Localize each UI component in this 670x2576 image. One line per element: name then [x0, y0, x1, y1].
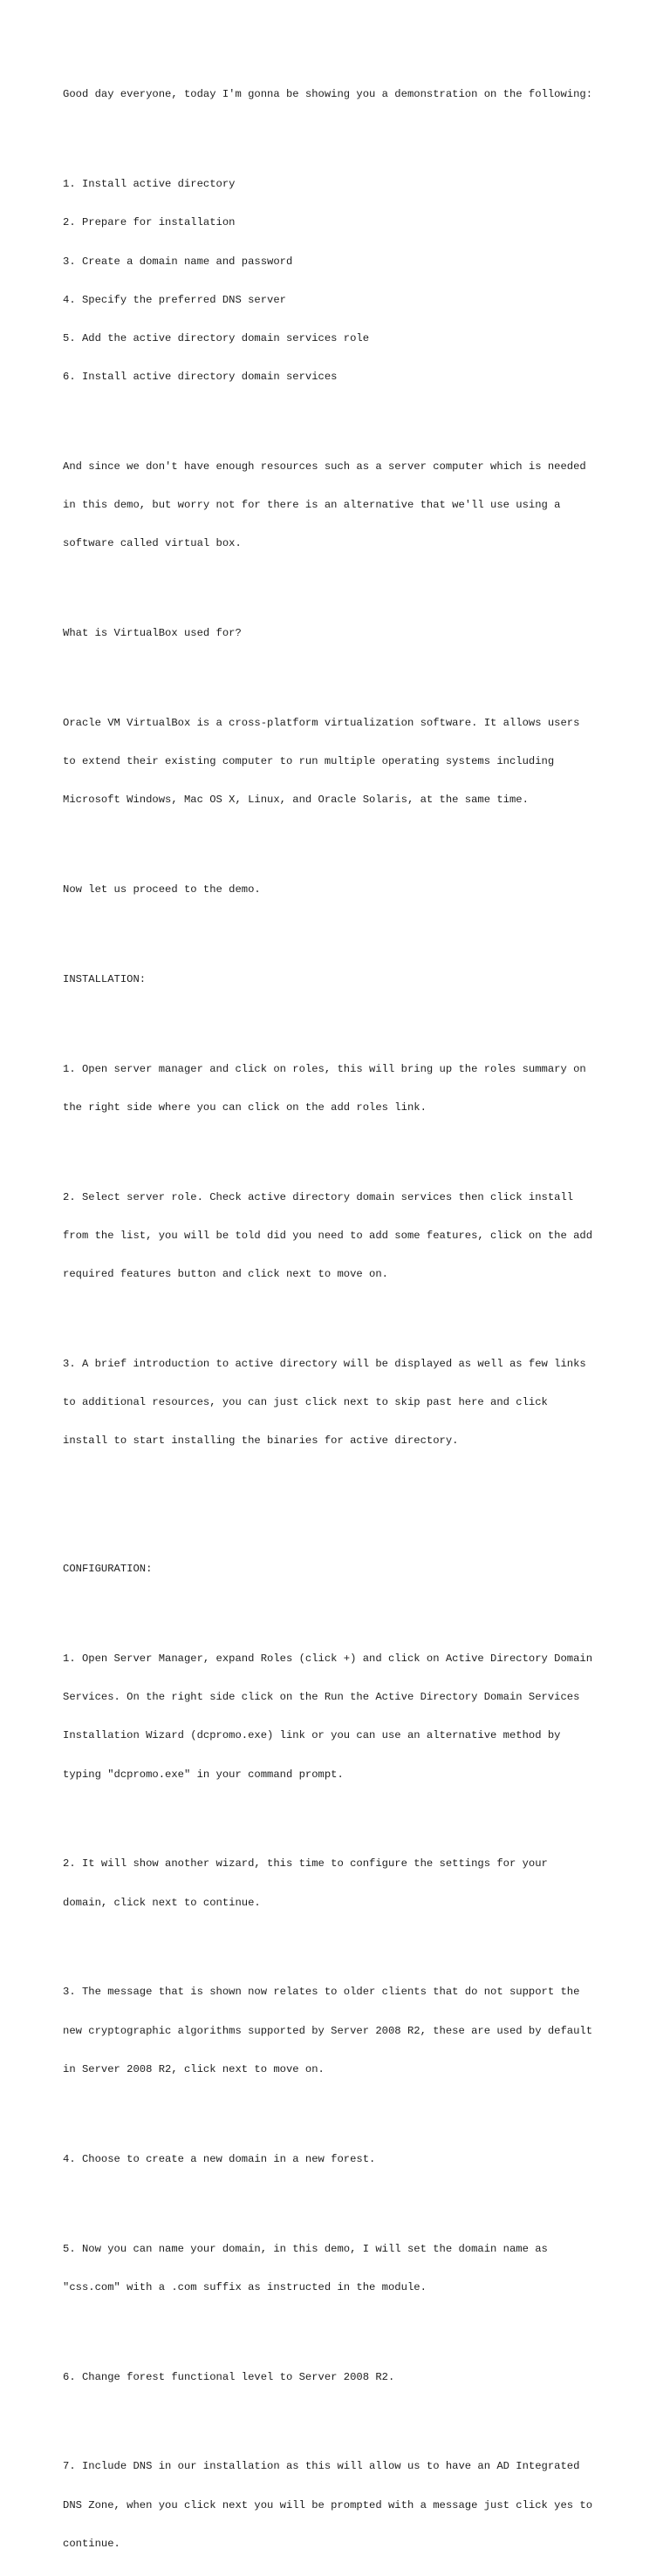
resources-paragraph-line: in this demo, but worry not for there is an alternative that we'll use using a — [63, 498, 561, 511]
installation-step-line: 1. Open server manager and click on roles, this will bring up the roles summary on — [63, 1062, 586, 1075]
blank-line — [63, 1306, 621, 1319]
question-line: What is VirtualBox used for? — [63, 626, 242, 639]
list-item: 1. Install active directory — [63, 178, 236, 191]
list-item: 5. Add the active directory domain services role — [63, 331, 370, 344]
installation-step-line: install to start installing the binaries for active directory. — [63, 1435, 459, 1448]
blank-line — [63, 1012, 621, 1025]
configuration-step-line: 3. The message that is shown now relates to older clients that do not support the — [63, 1986, 580, 1999]
blank-line — [63, 2191, 621, 2205]
blank-line — [63, 1601, 621, 1614]
blank-line — [63, 2102, 621, 2115]
oracle-paragraph-line: Oracle VM VirtualBox is a cross-platform virtualization software. It allows users — [63, 716, 580, 729]
list-item: 3. Create a domain name and password — [63, 255, 293, 268]
blank-line — [63, 665, 621, 678]
resources-paragraph-line: software called virtual box. — [63, 537, 242, 550]
configuration-step-line: Installation Wizard (dcpromo.exe) link or you can use an alternative method by — [63, 1729, 561, 1742]
installation-step-line: 3. A brief introduction to active directory will be displayed as well as few links — [63, 1358, 586, 1371]
installation-step-line: to additional resources, you can just click next to skip past here and click — [63, 1396, 548, 1409]
configuration-heading: CONFIGURATION: — [63, 1563, 153, 1576]
blank-line — [63, 922, 621, 935]
oracle-paragraph-line: to extend their existing computer to run multiple operating systems including — [63, 754, 555, 767]
list-item: 2. Prepare for installation — [63, 216, 236, 229]
configuration-step-line: typing "dcpromo.exe" in your command prompt. — [63, 1768, 344, 1781]
blank-line — [63, 409, 621, 422]
list-item: 6. Install active directory domain services — [63, 370, 338, 383]
configuration-step-line: 1. Open Server Manager, expand Roles (click +) and click on Active Directory Domain — [63, 1653, 593, 1666]
document-body — [63, 63, 621, 2576]
configuration-step-line: DNS Zone, when you click next you will be prompted with a message just click yes to — [63, 2498, 593, 2511]
installation-step-line: the right side where you can click on the add roles link. — [63, 1101, 427, 1114]
blank-line — [63, 2320, 621, 2333]
blank-line — [63, 127, 621, 140]
blank-line — [63, 1473, 621, 1486]
blank-line — [63, 1511, 621, 1524]
installation-step-line: 2. Select server role. Check active directory domain services then click install — [63, 1190, 574, 1203]
configuration-step-line: 4. Choose to create a new domain in a new forest. — [63, 2152, 376, 2165]
configuration-step-line: 6. Change forest functional level to Server 2008 R2. — [63, 2370, 395, 2383]
blank-line — [63, 2409, 621, 2423]
configuration-step-line: new cryptographic algorithms supported by Server 2008 R2, these are used by default — [63, 2024, 593, 2037]
intro-paragraph: Good day everyone, today I'm gonna be showing you a demonstration on the following: — [63, 88, 593, 101]
list-item: 4. Specify the preferred DNS server — [63, 293, 286, 306]
configuration-step-line: in Server 2008 R2, click next to move on. — [63, 2062, 325, 2075]
proceed-line: Now let us proceed to the demo. — [63, 883, 261, 896]
resources-paragraph-line: And since we don't have enough resources such as a server computer which is needed — [63, 460, 586, 473]
configuration-step-line: Services. On the right side click on the Run the Active Directory Domain Services — [63, 1691, 580, 1704]
configuration-step-line: continue. — [63, 2537, 120, 2550]
configuration-step-line: 2. It will show another wizard, this time to configure the settings for your — [63, 1857, 548, 1871]
installation-step-line: from the list, you will be told did you need to add some features, click on the add — [63, 1229, 593, 1242]
installation-heading: INSTALLATION: — [63, 972, 147, 985]
configuration-step-line: 7. Include DNS in our installation as this will allow us to have an AD Integrated — [63, 2460, 580, 2473]
configuration-step-line: 5. Now you can name your domain, in this demo, I will set the domain name as — [63, 2242, 548, 2255]
configuration-step-line: domain, click next to continue. — [63, 1896, 261, 1909]
configuration-step-line: "css.com" with a .com suffix as instructed in the module. — [63, 2280, 427, 2293]
blank-line — [63, 1807, 621, 1820]
blank-line — [63, 576, 621, 589]
oracle-paragraph-line: Microsoft Windows, Mac OS X, Linux, and Oracle Solaris, at the same time. — [63, 794, 529, 807]
blank-line — [63, 1140, 621, 1153]
blank-line — [63, 832, 621, 845]
blank-line — [63, 1935, 621, 1948]
installation-step-line: required features button and click next to move on. — [63, 1268, 388, 1281]
